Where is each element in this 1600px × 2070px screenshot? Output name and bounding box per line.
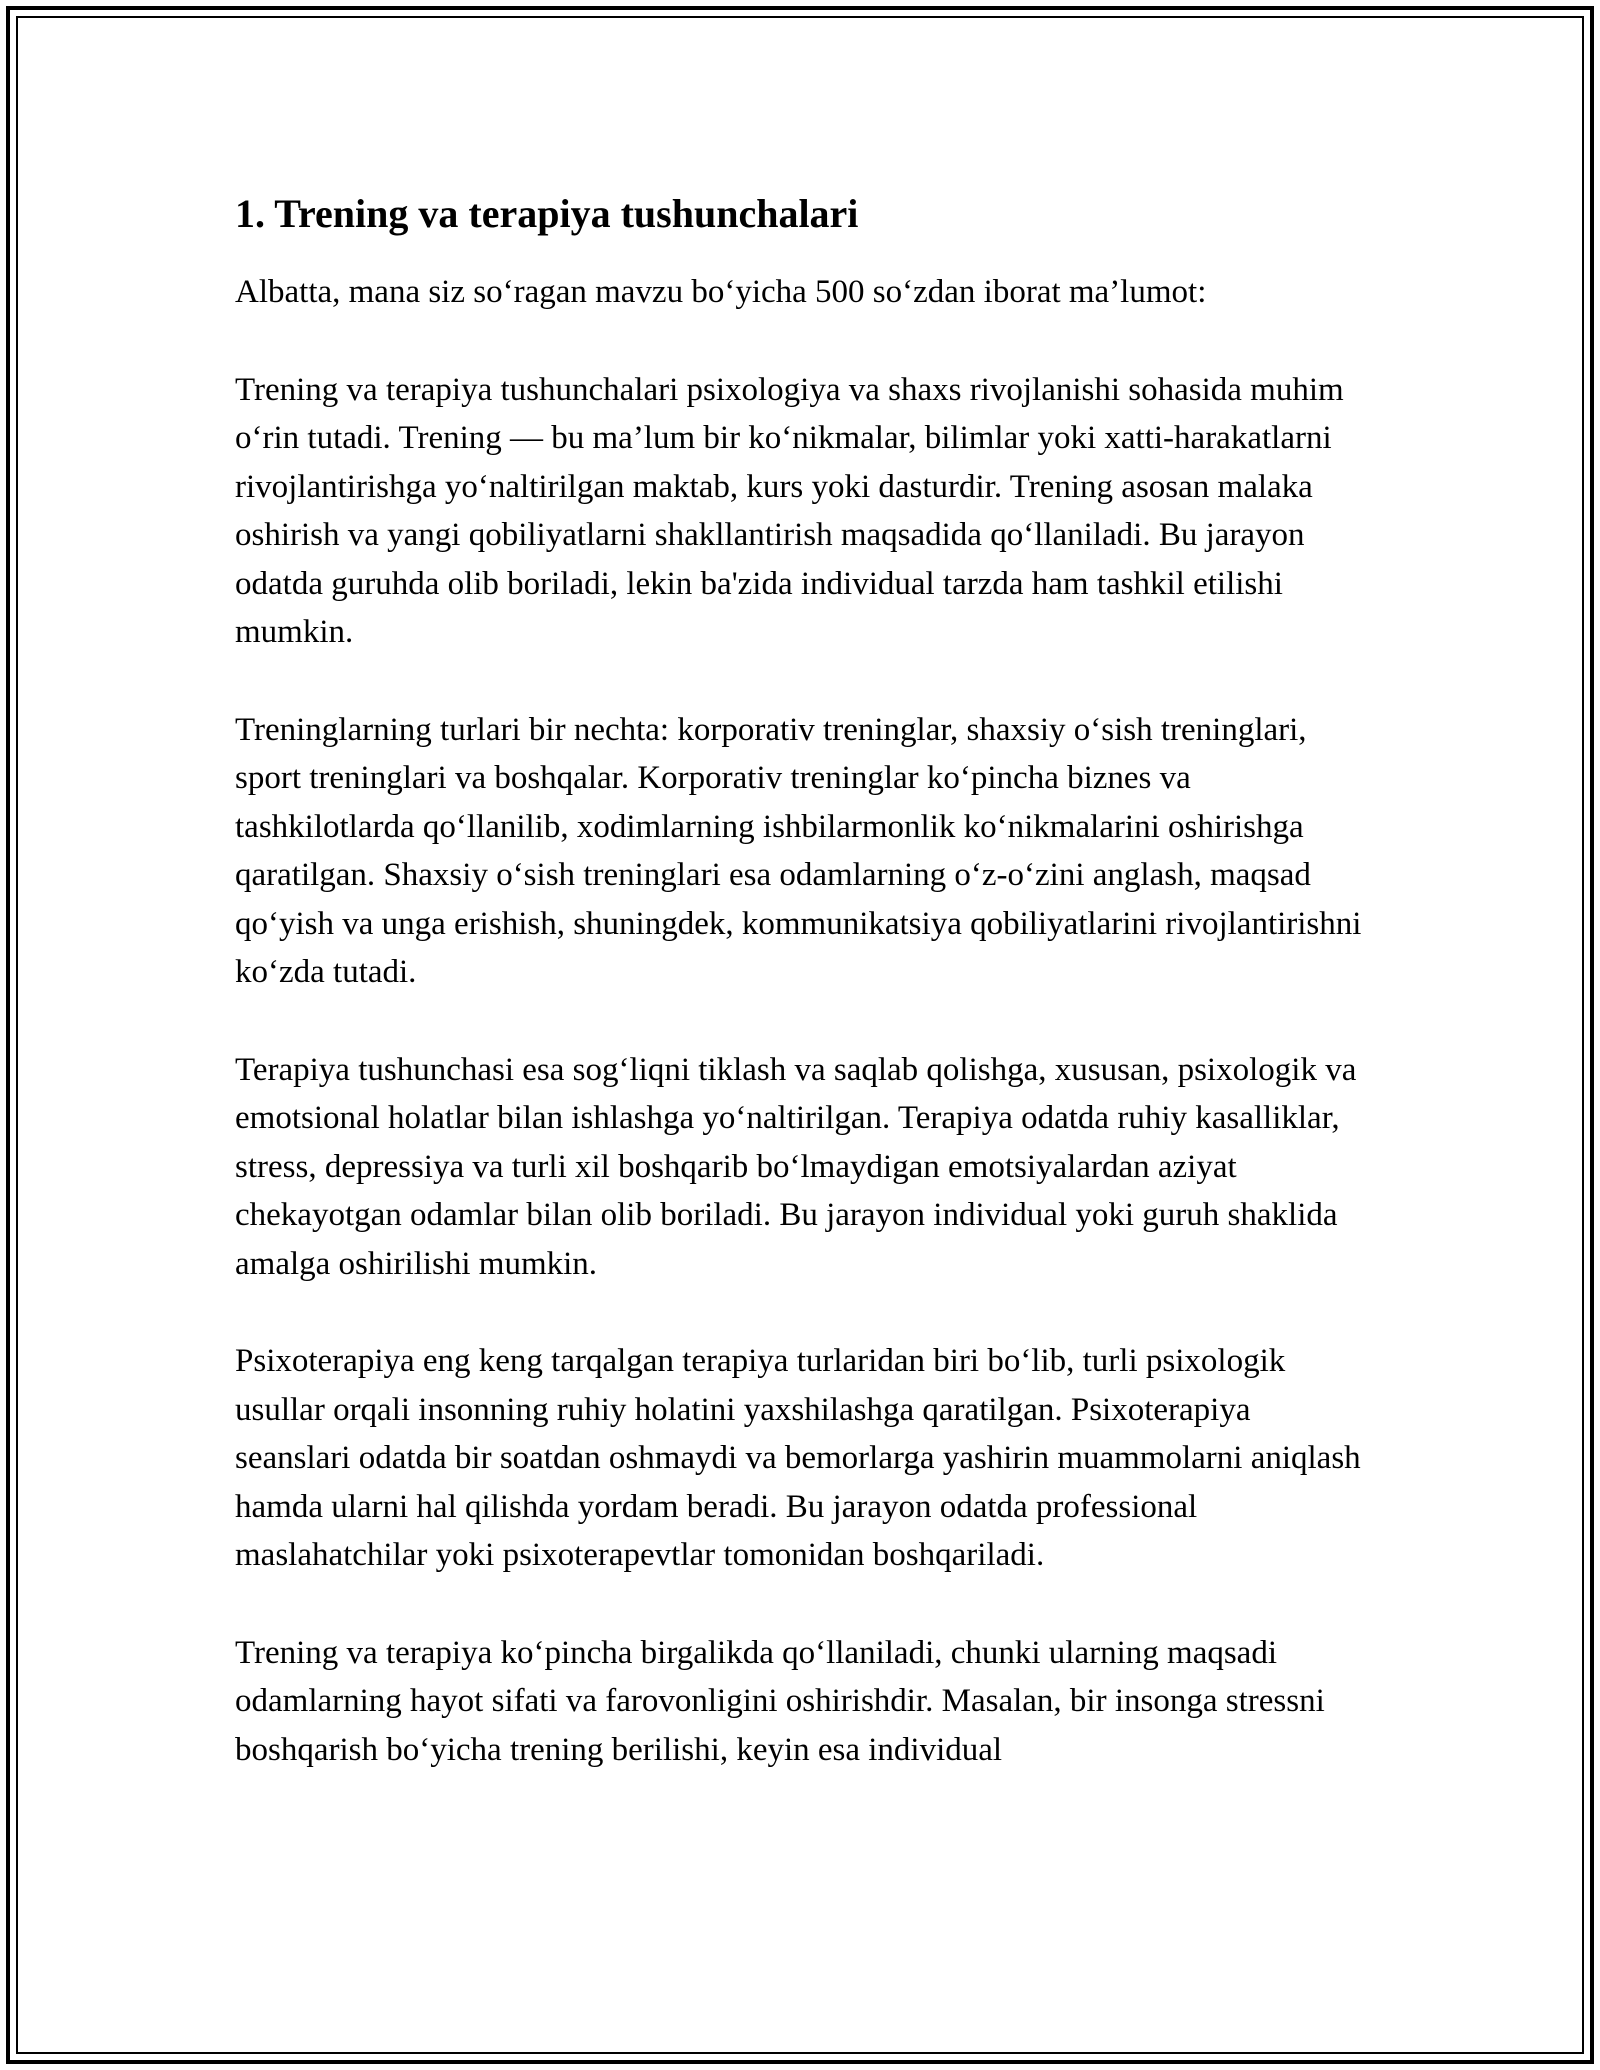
document-body (235, 186, 1365, 1823)
paragraph-training-types: Treninglarning turlari bir nechta: korporativ treninglar, shaxsiy o‘sish treninglari, sport treninglari va boshqalar. Korporativ treninglar ko‘pincha biznes va tashkilotlarda qo‘llanilib, xodimlarning ishbilarmonlik ko‘nikmalarini oshirishga qaratilgan. Shaxsiy o‘sish treninglari esa odamlarning o‘z-o‘zini anglash, maqsad qo‘yish va unga erishish, shuningdek, kommunikatsiya qobiliyatlarini rivojlantirishni ko‘zda tutadi. (235, 711, 1362, 990)
paragraph-combined-use: Trening va terapiya ko‘pincha birgalikda qo‘llaniladi, chunki ularning maqsadi odamlarning hayot sifati va farovonligini oshirishdir. Masalan, bir insonga stressni boshqarish bo‘yicha trening berilishi, keyin esa individual (235, 1634, 1325, 1768)
paragraph-psychotherapy: Psixoterapiya eng keng tarqalgan terapiya turlaridan biri bo‘lib, turli psixologik usullar orqali insonning ruhiy holatini yaxshilashga qaratilgan. Psixoterapiya seanslari odatda bir soatdan oshmaydi va bemorlarga yashirin muammolarni aniqlash hamda ularni hal qilishda yordam beradi. Bu jarayon odatda professional maslahatchilar yoki psixoterapevtlar tomonidan boshqariladi. (235, 1343, 1361, 1573)
paragraph-intro: Albatta, mana siz so‘ragan mavzu bo‘yicha 500 so‘zdan iborat ma’lumot: (235, 274, 1207, 310)
section-heading: 1. Trening va terapiya tushunchalari (235, 191, 859, 236)
paragraph-therapy-definition: Terapiya tushunchasi esa sog‘liqni tiklash va saqlab qolishga, xususan, psixologik va emotsional holatlar bilan ishlashga yo‘naltirilgan. Terapiya odatda ruhiy kasalliklar, stress, depressiya va turli xil boshqarib bo‘lmaydigan emotsiyalardan aziyat chekayotgan odamlar bilan olib boriladi. Bu jarayon individual yoki guruh shaklida amalga oshirilishi mumkin. (235, 1051, 1357, 1282)
paragraph-training-definition: Trening va terapiya tushunchalari psixologiya va shaxs rivojlanishi sohasida muhim o‘rin tutadi. Trening — bu ma’lum bir ko‘nikmalar, bilimlar yoki xatti-harakatlarni rivojlantirishga yo‘naltirilgan maktab, kurs yoki dasturdir. Trening asosan malaka oshirish va yangi qobiliyatlarni shakllantirish maqsadida qo‘llaniladi. Bu jarayon odatda guruhda olib boriladi, lekin ba'zida individual tarzda ham tashkil etilishi mumkin. (235, 371, 1344, 650)
